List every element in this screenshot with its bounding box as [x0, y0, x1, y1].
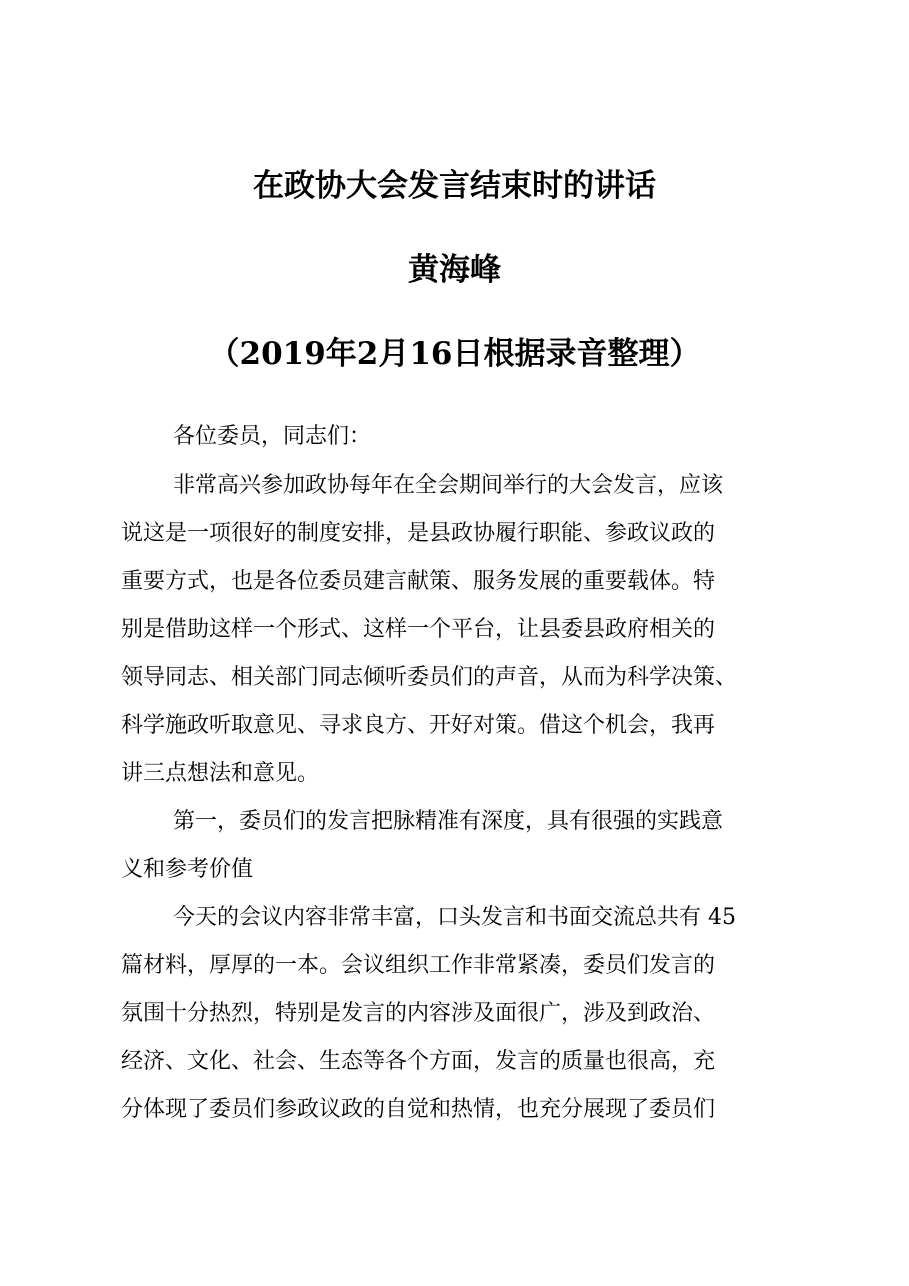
paragraph-line: 重要方式，也是各位委员建言献策、服务发展的重要载体。特 — [121, 569, 716, 594]
section-heading-line: 义和参考价值 — [121, 857, 254, 882]
document-author: 黄海峰 — [408, 252, 501, 288]
paragraph-line: 经济、文化、社会、生态等各个方面，发言的质量也很高，充 — [121, 1049, 716, 1074]
paragraph-line: 分体现了委员们参政议政的自觉和热情，也充分展现了委员们 — [121, 1097, 716, 1122]
paragraph-line: 今天的会议内容非常丰富，口头发言和书面交流总共有 45 — [173, 905, 736, 930]
paragraph-line: 说这是一项很好的制度安排，是县政协履行职能、参政议政的 — [121, 521, 716, 546]
paragraph-line: 讲三点想法和意见。 — [121, 761, 320, 786]
section-heading-line: 第一，委员们的发言把脉精准有深度，具有很强的实践意 — [173, 809, 724, 834]
paragraph-line: 非常高兴参加政协每年在全会期间举行的大会发言，应该 — [173, 473, 724, 498]
paragraph-line: 领导同志、相关部门同志倾听委员们的声音，从而为科学决策、 — [121, 665, 738, 690]
document-title: 在政协大会发言结束时的讲话 — [253, 168, 656, 204]
paragraph-line: 科学施政听取意见、寻求良方、开好对策。借这个机会，我再 — [121, 713, 716, 738]
paragraph-line: 篇材料，厚厚的一本。会议组织工作非常紧凑，委员们发言的 — [121, 953, 716, 978]
salutation: 各位委员，同志们： — [173, 424, 372, 449]
paragraph-line: 氛围十分热烈，特别是发言的内容涉及面很广，涉及到政治、 — [121, 1001, 716, 1026]
document-date-note: （2019年2月16日根据录音整理） — [208, 336, 701, 372]
paragraph-line: 别是借助这样一个形式、这样一个平台，让县委县政府相关的 — [121, 617, 716, 642]
